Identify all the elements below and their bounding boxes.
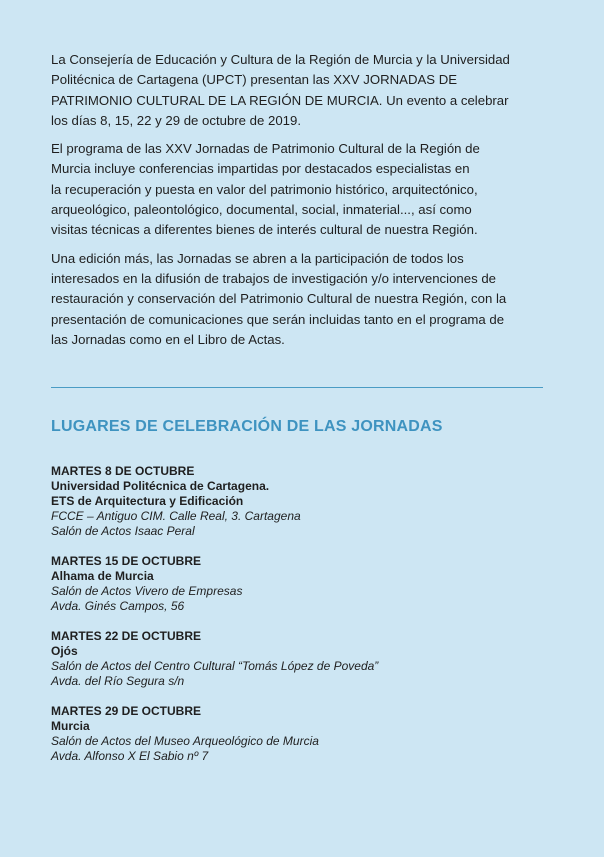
intro-paragraph: [51, 139, 543, 240]
venue-detail: Salón de Actos del Centro Cultural “Tomás López de Poveda”: [51, 659, 379, 673]
intro-paragraph: [51, 50, 543, 131]
intro-text: [51, 50, 543, 350]
venue-place: ETS de Arquitectura y Edificación: [51, 494, 244, 508]
venue-detail: Salón de Actos Vivero de Empresas: [51, 584, 243, 598]
text-line: visitas técnicas a diferentes bienes de interés cultural de nuestra Región.: [51, 222, 478, 238]
venue-place: Universidad Politécnica de Cartagena.: [51, 479, 270, 493]
text-line: PATRIMONIO CULTURAL DE LA REGIÓN DE MURCIA. Un evento a celebrar: [51, 92, 509, 108]
venue-detail: Avda. del Río Segura s/n: [51, 674, 185, 688]
section-divider: [51, 387, 543, 388]
venue-detail: Salón de Actos Isaac Peral: [51, 524, 195, 538]
text-line: los días 8, 15, 22 y 29 de octubre de 2019.: [51, 112, 302, 128]
text-line: La Consejería de Educación y Cultura de la Región de Murcia y la Universidad: [51, 52, 510, 67]
text-line: presentación de comunicaciones que serán incluidas tanto en el programa de: [51, 311, 505, 327]
venue-place: Murcia: [51, 719, 90, 733]
venue-entry: [51, 629, 543, 689]
venue-detail: Avda. Ginés Campos, 56: [51, 599, 185, 613]
text-line: Una edición más, las Jornadas se abren a la participación de todos los: [51, 250, 464, 266]
venue-place: Ojós: [51, 644, 78, 658]
text-line: El programa de las XXV Jornadas de Patrimonio Cultural de la Región de: [51, 141, 480, 157]
venue-detail: FCCE – Antiguo CIM. Calle Real, 3. Cartagena: [51, 509, 301, 523]
intro-section: [51, 50, 543, 358]
venue-detail: Avda. Alfonso X El Sabio nº 7: [51, 749, 209, 763]
venue-date: MARTES 8 DE OCTUBRE: [51, 464, 195, 478]
intro-paragraph: [51, 249, 543, 350]
venue-entry: [51, 554, 543, 614]
venue-date: MARTES 22 DE OCTUBRE: [51, 629, 202, 643]
section-title: LUGARES DE CELEBRACIÓN DE LAS JORNADAS: [51, 418, 443, 435]
venue-entry: [51, 464, 543, 539]
text-line: interesados en la difusión de trabajos de investigación y/o intervenciones de: [51, 270, 496, 286]
venue-date: MARTES 15 DE OCTUBRE: [51, 554, 202, 568]
text-line: restauración y conservación del Patrimonio Cultural de nuestra Región, con la: [51, 291, 507, 307]
text-line: la recuperación y puesta en valor del patrimonio histórico, arquitectónico,: [51, 181, 478, 197]
venue-date: MARTES 29 DE OCTUBRE: [51, 704, 202, 718]
venue-detail: Salón de Actos del Museo Arqueológico de Murcia: [51, 734, 319, 748]
venues-section: [51, 418, 543, 779]
text-line: Murcia incluye conferencias impartidas por destacados especialistas en: [51, 161, 470, 177]
venue-entry: [51, 704, 543, 764]
text-line: las Jornadas como en el Libro de Actas.: [51, 331, 285, 347]
text-line: arqueológico, paleontológico, documental, social, inmaterial..., así como: [51, 202, 472, 218]
text-line: Politécnica de Cartagena (UPCT) presentan las XXV JORNADAS DE: [51, 72, 458, 88]
venue-place: Alhama de Murcia: [51, 569, 154, 583]
